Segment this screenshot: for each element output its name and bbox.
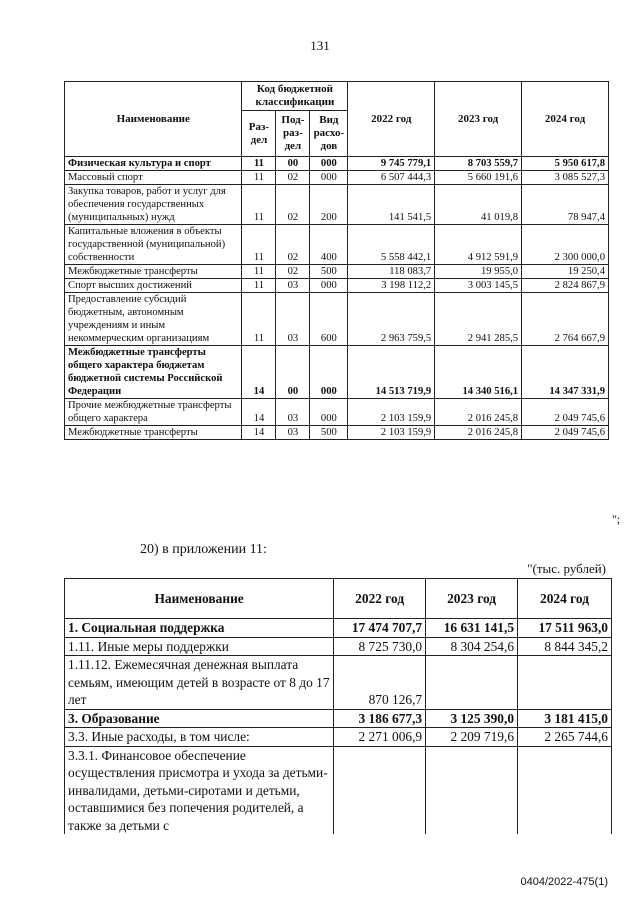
cell-y2024: 3 181 415,0 — [518, 709, 612, 728]
cell-y2024: 5 950 617,8 — [522, 157, 609, 171]
cell-vid: 200 — [310, 185, 348, 225]
cell-y2023: 2 209 719,6 — [426, 728, 518, 747]
cell-y2023: 19 955,0 — [435, 265, 522, 279]
cell-y2024: 17 511 963,0 — [518, 619, 612, 638]
cell-y2022: 9 745 779,1 — [348, 157, 435, 171]
table1-closing-mark: "; — [612, 512, 621, 526]
t2-header-2022: 2022 год — [334, 579, 426, 619]
cell-y2024: 8 844 345,2 — [518, 637, 612, 656]
cell-y2022: 17 474 707,7 — [334, 619, 426, 638]
cell-name: 1.11. Иные меры поддержки — [65, 637, 334, 656]
cell-y2022: 5 558 442,1 — [348, 225, 435, 265]
cell-y2023: 16 631 141,5 — [426, 619, 518, 638]
cell-y2022: 3 198 112,2 — [348, 279, 435, 293]
t2-body — [65, 619, 612, 835]
cell-vid: 000 — [310, 346, 348, 399]
cell-y2023: 8 304 254,6 — [426, 637, 518, 656]
table-row — [65, 293, 609, 346]
budget-table-1 — [64, 81, 609, 440]
table-row — [65, 157, 609, 171]
cell-y2023: 5 660 191,6 — [435, 171, 522, 185]
table-row — [65, 399, 609, 426]
cell-name: Физическая культура и спорт — [65, 157, 242, 171]
cell-name: Спорт высших достижений — [65, 279, 242, 293]
cell-y2023: 2 016 245,8 — [435, 399, 522, 426]
cell-vid: 000 — [310, 279, 348, 293]
cell-name: Межбюджетные трансферты — [65, 265, 242, 279]
cell-name: 3. Образование — [65, 709, 334, 728]
cell-y2022: 118 083,7 — [348, 265, 435, 279]
cell-y2024: 78 947,4 — [522, 185, 609, 225]
cell-razdel: 14 — [242, 346, 276, 399]
cell-y2024: 2 300 000,0 — [522, 225, 609, 265]
table-row — [65, 225, 609, 265]
cell-razdel: 14 — [242, 426, 276, 440]
cell-name: Межбюджетные трансферты — [65, 426, 242, 440]
cell-razdel: 11 — [242, 279, 276, 293]
cell-razdel: 11 — [242, 265, 276, 279]
t2-header-name: Наименование — [65, 579, 334, 619]
cell-podrazdel: 03 — [276, 399, 310, 426]
cell-podrazdel: 02 — [276, 171, 310, 185]
cell-vid: 500 — [310, 265, 348, 279]
cell-y2023: 41 019,8 — [435, 185, 522, 225]
cell-name: Капитальные вложения в объекты государственной (муниципальной) собственности — [65, 225, 242, 265]
t2-header-2024: 2024 год — [518, 579, 612, 619]
t1-header-2024: 2024 год — [522, 82, 609, 157]
cell-podrazdel: 02 — [276, 185, 310, 225]
cell-vid: 600 — [310, 293, 348, 346]
t1-header-2022: 2022 год — [348, 82, 435, 157]
cell-y2024: 19 250,4 — [522, 265, 609, 279]
cell-y2024: 2 049 745,6 — [522, 426, 609, 440]
cell-name: Закупка товаров, работ и услуг для обеспечения государственных (муниципальных) нужд — [65, 185, 242, 225]
t2-header-2023: 2023 год — [426, 579, 518, 619]
cell-podrazdel: 03 — [276, 279, 310, 293]
cell-podrazdel: 00 — [276, 346, 310, 399]
cell-y2023: 4 912 591,9 — [435, 225, 522, 265]
t1-header-razdel: Раз-дел — [242, 111, 276, 157]
cell-y2022: 2 271 006,9 — [334, 728, 426, 747]
table-row — [65, 637, 612, 656]
cell-name: Прочие межбюджетные трансферты общего характера — [65, 399, 242, 426]
cell-vid: 000 — [310, 157, 348, 171]
cell-podrazdel: 03 — [276, 426, 310, 440]
t1-header-vid: Вид расхо-дов — [310, 111, 348, 157]
cell-y2022: 870 126,7 — [334, 656, 426, 710]
cell-podrazdel: 02 — [276, 265, 310, 279]
t1-header-podrazdel: Под-раз-дел — [276, 111, 310, 157]
intro-text: 20) в приложении 11: — [140, 542, 267, 557]
cell-y2022: 3 186 677,3 — [334, 709, 426, 728]
cell-name: 1. Социальная поддержка — [65, 619, 334, 638]
cell-y2023: 3 125 390,0 — [426, 709, 518, 728]
table-row — [65, 346, 609, 399]
cell-y2023: 14 340 516,1 — [435, 346, 522, 399]
cell-y2022: 2 963 759,5 — [348, 293, 435, 346]
cell-y2022: 14 513 719,9 — [348, 346, 435, 399]
document-code: 0404/2022-475(1) — [520, 876, 608, 888]
cell-podrazdel: 02 — [276, 225, 310, 265]
cell-y2024 — [518, 746, 612, 834]
cell-name: Массовый спорт — [65, 171, 242, 185]
table-row — [65, 279, 609, 293]
table-row — [65, 656, 612, 710]
cell-name: 3.3.1. Финансовое обеспечение осуществления присмотра и ухода за детьми-инвалидами, детьми-сиротами и детьми, оставшимися без попечения родителей, а также за детьми с — [65, 746, 334, 834]
cell-y2024: 2 824 867,9 — [522, 279, 609, 293]
table-row — [65, 185, 609, 225]
table-row — [65, 265, 609, 279]
t1-header-code-group: Код бюджетной классификации — [242, 82, 348, 111]
table-row — [65, 171, 609, 185]
table-row — [65, 426, 609, 440]
table-row — [65, 619, 612, 638]
t1-header-2023: 2023 год — [435, 82, 522, 157]
cell-y2022: 2 103 159,9 — [348, 426, 435, 440]
t1-header-name: Наименование — [65, 82, 242, 157]
cell-y2024: 2 265 744,6 — [518, 728, 612, 747]
cell-y2023 — [426, 746, 518, 834]
cell-name: 1.11.12. Ежемесячная денежная выплата семьям, имеющим детей в возрасте от 8 до 17 лет — [65, 656, 334, 710]
cell-y2024: 3 085 527,3 — [522, 171, 609, 185]
cell-razdel: 11 — [242, 185, 276, 225]
table-row — [65, 728, 612, 747]
cell-y2022: 8 725 730,0 — [334, 637, 426, 656]
cell-y2023: 2 941 285,5 — [435, 293, 522, 346]
table-row — [65, 709, 612, 728]
budget-table-2 — [64, 578, 612, 834]
cell-vid: 000 — [310, 171, 348, 185]
cell-y2022: 141 541,5 — [348, 185, 435, 225]
cell-y2024: 14 347 331,9 — [522, 346, 609, 399]
cell-razdel: 11 — [242, 157, 276, 171]
cell-y2022 — [334, 746, 426, 834]
cell-vid: 000 — [310, 399, 348, 426]
cell-y2024: 2 764 667,9 — [522, 293, 609, 346]
cell-razdel: 11 — [242, 171, 276, 185]
cell-name: Межбюджетные трансферты общего характера бюджетам бюджетной системы Российской Федерации — [65, 346, 242, 399]
cell-podrazdel: 00 — [276, 157, 310, 171]
cell-y2024: 2 049 745,6 — [522, 399, 609, 426]
cell-name: Предоставление субсидий бюджетным, автономным учреждениям и иным некоммерческим организациям — [65, 293, 242, 346]
cell-razdel: 11 — [242, 293, 276, 346]
cell-y2022: 6 507 444,3 — [348, 171, 435, 185]
cell-razdel: 11 — [242, 225, 276, 265]
cell-y2024 — [518, 656, 612, 710]
cell-y2023: 2 016 245,8 — [435, 426, 522, 440]
cell-name: 3.3. Иные расходы, в том числе: — [65, 728, 334, 747]
table-row — [65, 746, 612, 834]
unit-label: "(тыс. рублей) — [527, 561, 606, 576]
page-number: 131 — [310, 38, 330, 53]
cell-y2023: 3 003 145,5 — [435, 279, 522, 293]
cell-y2023 — [426, 656, 518, 710]
cell-vid: 400 — [310, 225, 348, 265]
cell-y2023: 8 703 559,7 — [435, 157, 522, 171]
cell-podrazdel: 03 — [276, 293, 310, 346]
cell-y2022: 2 103 159,9 — [348, 399, 435, 426]
cell-razdel: 14 — [242, 399, 276, 426]
t1-body — [65, 157, 609, 440]
cell-vid: 500 — [310, 426, 348, 440]
